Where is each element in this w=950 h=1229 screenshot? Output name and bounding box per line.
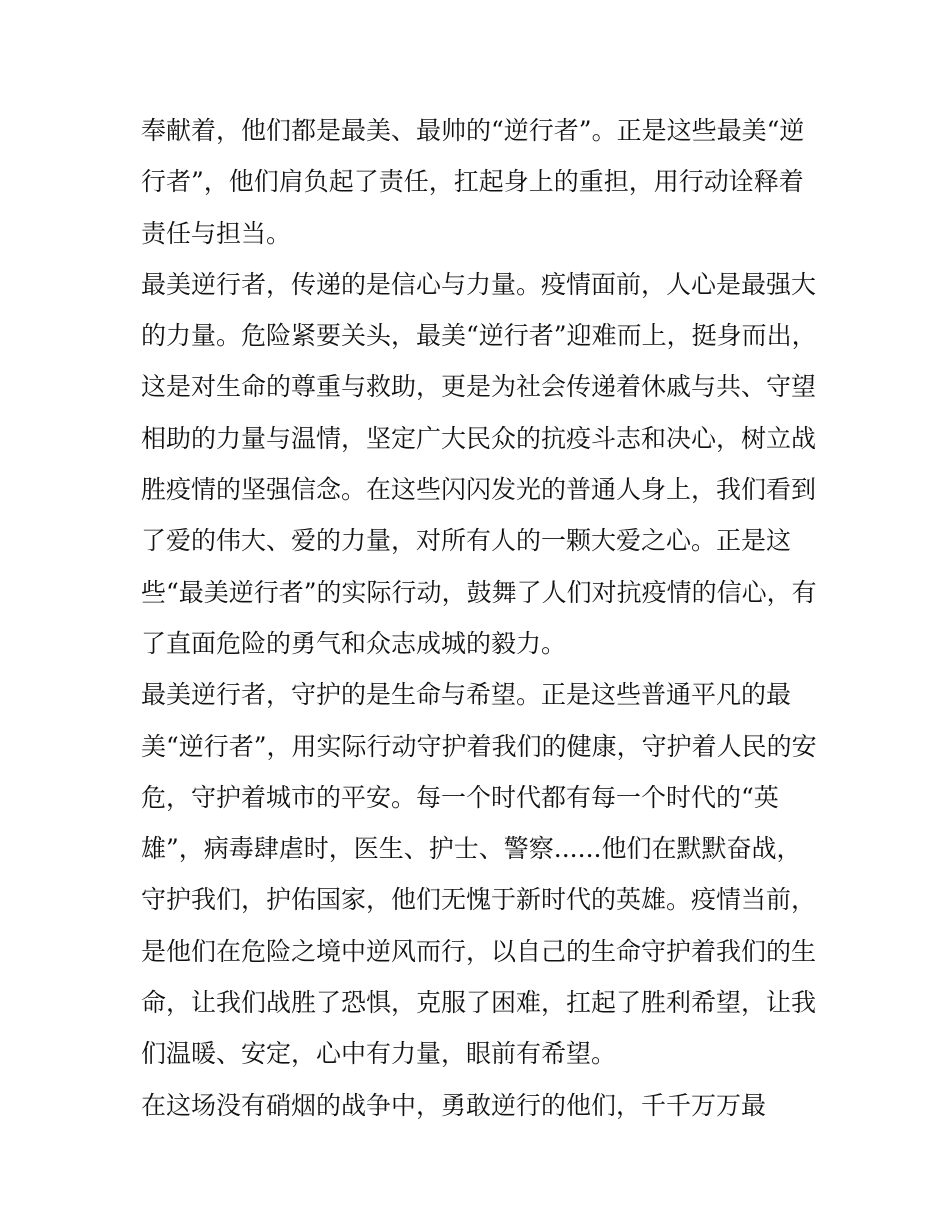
text-line: 奉献着，他们都是最美、最帅的“逆行者”。正是这些最美“逆 <box>141 116 805 145</box>
text-line: 了爱的伟大、爱的力量，对所有人的一颗大爱之心。正是这 <box>141 526 792 556</box>
text-line: 危，守护着城市的平安。每一个时代都有每一个时代的“英 <box>141 782 779 812</box>
text-line: 相助的力量与温情，坚定广大民众的抗疫斗志和决心，树立战 <box>141 423 817 453</box>
text-line: 们温暖、安定，心中有力量，眼前有希望。 <box>141 1039 617 1069</box>
text-line: 最美逆行者，传递的是信心与力量。疫情面前，人心是最强大 <box>141 269 817 299</box>
text-line: 的力量。危险紧要关头，最美“逆行者”迎难而上，挺身而出， <box>141 321 817 351</box>
document-body <box>141 105 821 1131</box>
text-line: 是他们在危险之境中逆风而行，以自己的生命守护着我们的生 <box>141 936 817 966</box>
text-line: 命，让我们战胜了恐惧，克服了困难，扛起了胜利希望，让我 <box>141 988 817 1018</box>
text-line: 雄”，病毒肆虐时，医生、护士、警察......他们在默默奋战， <box>141 834 802 864</box>
text-line: 了直面危险的勇气和众志成城的毅力。 <box>141 628 567 658</box>
text-line: 守护我们，护佑国家，他们无愧于新时代的英雄。疫情当前， <box>141 885 817 915</box>
text-line: 这是对生命的尊重与救助，更是为社会传递着休戚与共、守望 <box>141 372 817 402</box>
text-line: 些“最美逆行者”的实际行动，鼓舞了人们对抗疫情的信心，有 <box>141 577 817 607</box>
text-line: 最美逆行者，守护的是生命与希望。正是这些普通平凡的最 <box>141 680 792 710</box>
text-line: 责任与担当。 <box>141 218 292 248</box>
text-line: 胜疫情的坚强信念。在这些闪闪发光的普通人身上，我们看到 <box>141 475 817 505</box>
text-line: 美“逆行者”，用实际行动守护着我们的健康，守护着人民的安 <box>141 731 817 761</box>
text-line: 在这场没有硝烟的战争中，勇敢逆行的他们，千千万万最 <box>141 1090 767 1120</box>
text-line: 行者”，他们肩负起了责任，扛起身上的重担，用行动诠释着 <box>141 167 804 197</box>
